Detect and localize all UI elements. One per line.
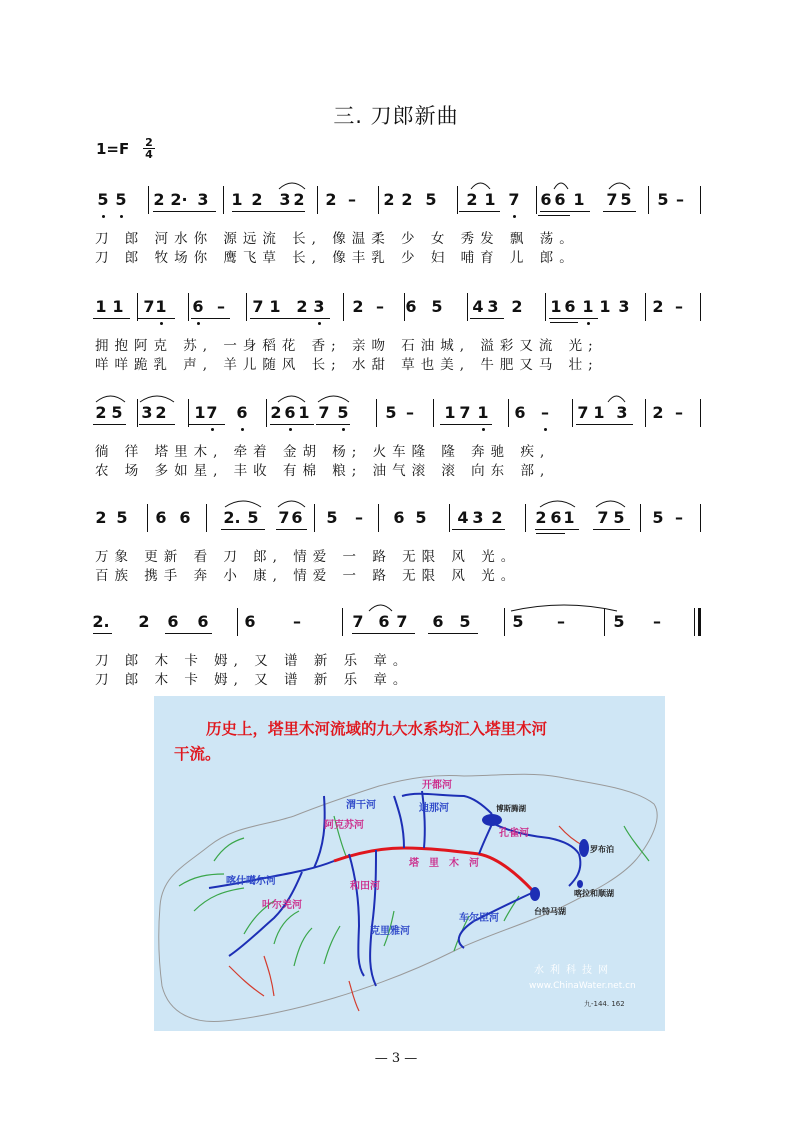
score-note: 1 <box>231 190 243 209</box>
slur <box>539 498 576 508</box>
beam-line <box>535 529 579 530</box>
score-note: 1 <box>477 403 489 422</box>
slur <box>607 393 626 403</box>
bar-line <box>700 293 701 321</box>
label-cheerchen: 车尔臣河 <box>459 913 499 924</box>
beam-line <box>276 529 307 530</box>
score-note: 7 <box>396 612 408 631</box>
score-note: – <box>348 190 356 209</box>
score-note: 3 <box>313 297 325 316</box>
score-note: 3 <box>279 190 291 209</box>
beam-line <box>188 424 225 425</box>
slur <box>553 180 569 190</box>
score-note: – <box>675 508 683 527</box>
label-weigan: 渭干河 <box>346 800 376 811</box>
score-note: – <box>557 612 565 631</box>
score-note: 6 <box>236 403 248 422</box>
slur <box>278 180 306 190</box>
bar-line <box>467 293 468 321</box>
score-note: 5 <box>652 508 664 527</box>
bar-line <box>640 504 641 532</box>
bar-line <box>223 186 224 214</box>
score-note: 7 <box>508 190 520 209</box>
beam-line <box>549 318 598 319</box>
slur <box>608 180 631 190</box>
score-note: 7 <box>318 403 330 422</box>
beam-line <box>538 215 570 216</box>
slur <box>224 498 262 508</box>
meter-top: 2 <box>145 136 153 149</box>
score-note: 7 <box>143 297 155 316</box>
page-title: 三. 刀郎新曲 <box>333 104 459 128</box>
score-note: 1 <box>573 190 585 209</box>
bar-line <box>137 293 138 321</box>
beam-line <box>440 424 492 425</box>
label-kashgar: 喀什噶尔河 <box>226 876 276 887</box>
score-note: – <box>217 297 225 316</box>
bar-line <box>694 608 695 636</box>
bar-line <box>525 504 526 532</box>
score-note: – <box>676 190 684 209</box>
label-kongque: 孔雀河 <box>499 828 529 839</box>
score-note: 7 <box>597 508 609 527</box>
score-note: 2 <box>95 508 107 527</box>
score-note: 2 <box>155 403 167 422</box>
score-note: 5 <box>459 612 471 631</box>
bar-line <box>147 504 148 532</box>
score-note: 2· <box>170 190 188 209</box>
score-note: 1 <box>194 403 206 422</box>
beam-line <box>250 318 330 319</box>
bar-line <box>504 608 505 636</box>
score-note: 2 <box>296 297 308 316</box>
octave-dot <box>241 428 244 431</box>
bar-line <box>376 399 377 427</box>
beam-line <box>153 211 216 212</box>
bar-line <box>314 504 315 532</box>
tarim-river-map <box>154 696 665 1031</box>
slur <box>470 180 491 190</box>
octave-dot <box>102 215 105 218</box>
label-kalahe: 喀拉和顺湖 <box>574 889 614 898</box>
slur <box>368 602 393 612</box>
slur <box>95 393 126 403</box>
bar-line <box>433 399 434 427</box>
score-note: 2 <box>293 190 305 209</box>
score-note: – <box>675 297 683 316</box>
score-note: – <box>675 403 683 422</box>
map-code: 九-144. 162 <box>584 1000 625 1008</box>
score-note: 2 <box>270 403 282 422</box>
score-note: 6 <box>167 612 179 631</box>
octave-dot <box>289 428 292 431</box>
score-note: 6 <box>540 190 552 209</box>
bar-line <box>604 608 605 636</box>
octave-dot <box>513 215 516 218</box>
score-note: 4 <box>457 508 469 527</box>
score-note: 6 <box>432 612 444 631</box>
beam-line <box>452 529 505 530</box>
score-note: 5 <box>337 403 349 422</box>
slur <box>317 393 350 403</box>
score-note: 7 <box>577 403 589 422</box>
score-note: 5 <box>247 508 259 527</box>
bar-line <box>343 293 344 321</box>
score-note: 2 <box>401 190 413 209</box>
score-note: 3 <box>141 403 153 422</box>
score-note: 5 <box>425 190 437 209</box>
score-note: 6 <box>197 612 209 631</box>
label-luobu: 罗布泊 <box>590 845 614 854</box>
bar-line <box>700 504 701 532</box>
map-watermark: 水利科技网 <box>534 965 614 976</box>
score-note: 6 <box>393 508 405 527</box>
score-note: 6 <box>284 403 296 422</box>
octave-dot <box>587 322 590 325</box>
bar-line <box>700 399 701 427</box>
score-note: 7 <box>278 508 290 527</box>
score-note: 4 <box>472 297 484 316</box>
slur <box>595 498 626 508</box>
score-note: – <box>406 403 414 422</box>
beam-line <box>316 424 350 425</box>
score-note: – <box>653 612 661 631</box>
score-note: 5 <box>385 403 397 422</box>
bar-line <box>508 399 509 427</box>
octave-dot <box>120 215 123 218</box>
beam-line <box>550 322 578 323</box>
bar-line <box>137 399 138 427</box>
score-note: 2. <box>223 508 241 527</box>
slur <box>277 393 306 403</box>
meter-bottom: 4 <box>145 148 153 161</box>
bar-line <box>188 399 189 427</box>
bar-line <box>237 608 238 636</box>
time-signature <box>143 137 155 160</box>
score-note: 3 <box>616 403 628 422</box>
score-note: 1 <box>563 508 575 527</box>
bar-line <box>457 186 458 214</box>
octave-dot <box>211 428 214 431</box>
beam-line <box>270 424 314 425</box>
beam-line <box>470 318 504 319</box>
beam-line <box>352 633 415 634</box>
score-note: 2 <box>251 190 263 209</box>
taitema-lake <box>530 887 540 901</box>
bar-line <box>700 186 701 214</box>
score-note: 2 <box>352 297 364 316</box>
score-note: 3 <box>197 190 209 209</box>
kalahe-lake <box>577 880 583 888</box>
bar-line <box>317 186 318 214</box>
score-note: 1 <box>95 297 107 316</box>
score-note: – <box>376 297 384 316</box>
score-note: 6 <box>291 508 303 527</box>
beam-line <box>191 318 230 319</box>
label-hotan: 和田河 <box>350 881 380 892</box>
score-note: 1 <box>484 190 496 209</box>
bar-line <box>404 293 405 321</box>
score-note: – <box>355 508 363 527</box>
score-note: 5 <box>415 508 427 527</box>
bar-line <box>188 293 189 321</box>
label-tarim: 塔里木河 <box>409 858 489 869</box>
score-note: 5 <box>97 190 109 209</box>
score-note: 5 <box>620 190 632 209</box>
score-note: 3 <box>472 508 484 527</box>
score-note: 2 <box>325 190 337 209</box>
score-note: 2 <box>95 403 107 422</box>
score-note: 5 <box>657 190 669 209</box>
beam-line <box>459 211 500 212</box>
octave-dot <box>197 322 200 325</box>
score-note: 2 <box>652 297 664 316</box>
beam-line <box>232 211 305 212</box>
score-note: 2 <box>153 190 165 209</box>
score-note: 6 <box>179 508 191 527</box>
score-note: 7 <box>352 612 364 631</box>
map-caption-line2: 干流。 <box>174 745 221 763</box>
score-note: 5 <box>431 297 443 316</box>
score-note: 3 <box>487 297 499 316</box>
score-note: 2 <box>138 612 150 631</box>
score-note: 5 <box>512 612 524 631</box>
beam-line <box>593 529 630 530</box>
label-akesu: 阿克苏河 <box>324 820 364 831</box>
label-bosten: 博斯腾湖 <box>496 804 526 813</box>
bar-line <box>378 504 379 532</box>
score-note: 5 <box>116 508 128 527</box>
beam-line <box>540 211 590 212</box>
score-note: 1 <box>112 297 124 316</box>
label-kaidu: 开都河 <box>422 780 452 791</box>
octave-dot <box>342 428 345 431</box>
score-note: 7 <box>206 403 218 422</box>
bar-line <box>449 504 450 532</box>
label-taitema: 台特马湖 <box>534 907 566 916</box>
bar-line <box>378 186 379 214</box>
score-note: 7 <box>459 403 471 422</box>
score-note: 6 <box>514 403 526 422</box>
score-note: 2 <box>491 508 503 527</box>
score-note: 6 <box>155 508 167 527</box>
score-note: 1 <box>550 297 562 316</box>
score-note: 6 <box>550 508 562 527</box>
beam-line <box>428 633 478 634</box>
bar-line <box>206 504 207 532</box>
map-caption-line1: 历史上，塔里木河流域的九大水系均汇入塔里木河 <box>206 720 548 738</box>
score-note: – <box>541 403 549 422</box>
bar-line <box>246 293 247 321</box>
score-note: 2. <box>92 612 110 631</box>
score-note: – <box>293 612 301 631</box>
bosten-lake <box>482 814 502 826</box>
bar-line <box>572 399 573 427</box>
beam-line <box>139 424 175 425</box>
bar-line <box>645 293 646 321</box>
key-signature: 1=F <box>96 140 130 158</box>
score-note: 1 <box>444 403 456 422</box>
score-note: 1 <box>155 297 167 316</box>
beam-line <box>576 424 633 425</box>
score-note: 2 <box>535 508 547 527</box>
bar-line <box>148 186 149 214</box>
slur <box>139 393 175 403</box>
label-dina: 迪那河 <box>419 803 449 814</box>
score-note: 1 <box>269 297 281 316</box>
score-note: 5 <box>613 508 625 527</box>
label-yarkand: 叶尔羌河 <box>262 900 302 911</box>
bar-line <box>266 399 267 427</box>
bar-line <box>698 608 701 636</box>
score-note: 2 <box>383 190 395 209</box>
score-note: 7 <box>252 297 264 316</box>
beam-line <box>137 318 175 319</box>
score-note: 6 <box>378 612 390 631</box>
score-note: 5 <box>613 612 625 631</box>
octave-dot <box>482 428 485 431</box>
score-note: 5 <box>111 403 123 422</box>
label-keriya: 克里雅河 <box>370 926 410 937</box>
octave-dot <box>544 428 547 431</box>
score-note: 6 <box>564 297 576 316</box>
bar-line <box>645 399 646 427</box>
bar-line <box>545 293 546 321</box>
score-note: 5 <box>326 508 338 527</box>
score-note: 1 <box>593 403 605 422</box>
luobu-lake <box>579 839 589 857</box>
beam-line <box>603 211 636 212</box>
bar-line <box>536 186 537 214</box>
score-note: 6 <box>192 297 204 316</box>
octave-dot <box>160 322 163 325</box>
bar-line <box>342 608 343 636</box>
score-note: 2 <box>466 190 478 209</box>
beam-line <box>93 424 126 425</box>
score-note: 2 <box>652 403 664 422</box>
beam-line <box>93 318 130 319</box>
score-note: 1 <box>582 297 594 316</box>
score-note: 1 <box>298 403 310 422</box>
page-number: — 3 — <box>374 1051 418 1066</box>
score-note: 6 <box>554 190 566 209</box>
slur <box>510 602 618 612</box>
score-note: 2 <box>511 297 523 316</box>
octave-dot <box>318 322 321 325</box>
score-note: 3 <box>618 297 630 316</box>
bar-line <box>648 186 649 214</box>
map-watermark-url: www.ChinaWater.net.cn <box>529 981 636 991</box>
beam-line <box>93 633 112 634</box>
beam-line <box>536 533 565 534</box>
beam-line <box>165 633 212 634</box>
score-note: 5 <box>115 190 127 209</box>
score-note: 1 <box>599 297 611 316</box>
beam-line <box>221 529 265 530</box>
score-note: 7 <box>606 190 618 209</box>
slur <box>277 498 306 508</box>
score-note: 6 <box>405 297 417 316</box>
score-note: 6 <box>244 612 256 631</box>
